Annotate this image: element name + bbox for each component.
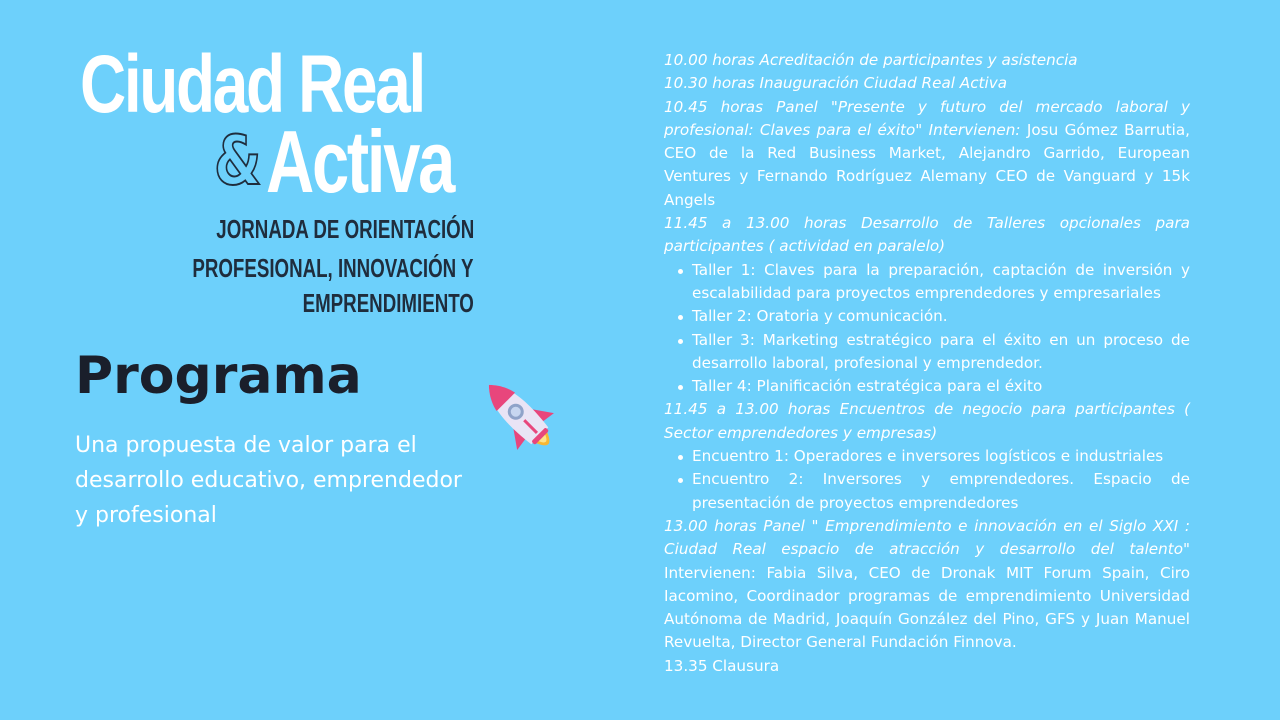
rocket-icon: [470, 366, 570, 466]
list-item: Encuentro 1: Operadores e inversores logísticos e industriales: [692, 445, 1190, 468]
schedule-item-inauguration: 10.30 horas Inauguración Ciudad Real Activa: [664, 74, 1008, 93]
logo-subtitle-line2: PROFESIONAL, INNOVACIÓN Y: [192, 253, 474, 283]
talleres-list: [664, 259, 1190, 399]
logo-ampersand: &: [214, 122, 262, 201]
tagline: Una propuesta de valor para el desarrollo educativo, emprendedor y profesional: [75, 433, 462, 528]
list-item: Taller 4: Planificación estratégica para el éxito: [692, 375, 1190, 398]
schedule: [664, 49, 1190, 678]
schedule-item-closing: 13.35 Clausura: [664, 656, 780, 675]
encuentros-list: [664, 445, 1190, 515]
panel2-speakers: Intervienen: Fabia Silva, CEO de Dronak MIT Forum Spain, Ciro Iacomino, Coordinador programas de emprendimiento Universidad Autónoma de Madrid, Joaquín González del Pino, GFS y Juan Manuel Revuelta, Director General Fundación Finnova.: [664, 563, 1190, 652]
logo-subtitle-line3: EMPRENDIMIENTO: [302, 288, 474, 318]
logo-title-line2: Activa: [266, 112, 454, 211]
schedule-item-panel1: [664, 96, 1190, 212]
list-item: Encuentro 2: Inversores y emprendedores. Espacio de presentación de proyectos emprendedores: [692, 468, 1190, 515]
list-item: Taller 3: Marketing estratégico para el éxito en un proceso de desarrollo laboral, profesional y emprendedor.: [692, 329, 1190, 376]
schedule-item-accreditation: 10.00 horas Acreditación de participantes y asistencia: [664, 51, 1078, 69]
panel1-title: 10.45 horas Panel "Presente y futuro del mercado laboral y profesional: Claves para el éxito" Intervienen:: [664, 97, 1190, 139]
schedule-item-panel2: [664, 515, 1190, 655]
panel1-speakers: Josu Gómez Barrutia, CEO de la Red Business Market, Alejandro Garrido, European Ventures y Fernando Rodríguez Alemany CEO de Vanguard y 15k Angels: [664, 120, 1190, 209]
panel2-title: 13.00 horas Panel " Emprendimiento e innovación en el Siglo XXI : Ciudad Real espacio de atracción y desarrollo del talento": [664, 516, 1190, 559]
list-item: Taller 1: Claves para la preparación, captación de inversión y escalabilidad para proyectos emprendedores y empresariales: [692, 259, 1190, 306]
logo-subtitle-line1: JORNADA DE ORIENTACIÓN: [216, 214, 474, 244]
page-title: Programa: [75, 346, 362, 406]
schedule-item-talleres: 11.45 a 13.00 horas Desarrollo de Talleres opcionales para participantes ( actividad en paralelo): [664, 214, 1190, 256]
logo-title-line1: Ciudad Real: [80, 39, 424, 130]
list-item: Taller 2: Oratoria y comunicación.: [692, 305, 1190, 328]
schedule-item-encuentros: 11.45 a 13.00 horas Encuentros de negocio para participantes ( Sector emprendedores y empresas): [664, 400, 1190, 442]
